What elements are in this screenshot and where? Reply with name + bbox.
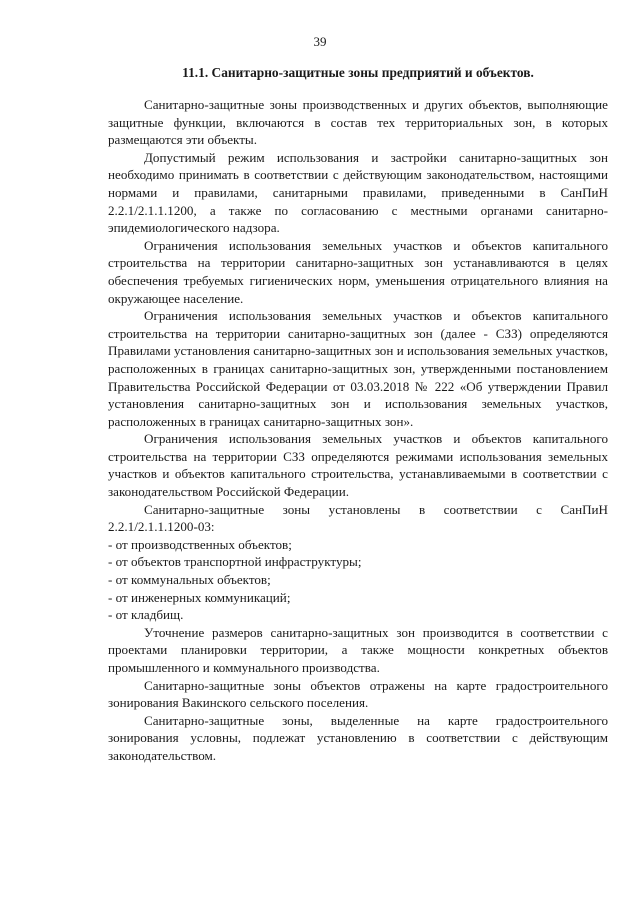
paragraph: Ограничения использования земельных участков и объектов капитального строительства на территории СЗЗ определяются режимами использования земельных участков и объектов капитального строительства, устанавливаемыми в соответствии с законодательством Российской Федерации. [108, 431, 608, 500]
list-item: - от инженерных коммуникаций; [108, 589, 291, 605]
paragraph: Ограничения использования земельных участков и объектов капитального строительства на территории санитарно-защитных зон устанавливаются в целях обеспечения требуемых гигиенических норм, уменьшения отрицательного влияния на окружающее население. [108, 237, 608, 306]
list-item: - от объектов транспортной инфраструктуры; [108, 554, 362, 570]
paragraph: Санитарно-защитные зоны установлены в соответствии с СанПиН 2.2.1/2.1.1.1200-03: [108, 501, 608, 535]
paragraph: Допустимый режим использования и застройки санитарно-защитных зон необходимо принимать в соответствии с действующим законодательством, настоящими нормами и правилами, санитарными правилами, приведенными в СанПиН 2.2.1/2.1.1.1200, а также по согласованию с местными органами санитарно-эпидемиологического надзора. [108, 149, 608, 236]
paragraph: Санитарно-защитные зоны, выделенные на карте градостроительного зонирования условны, подлежат установлению в соответствии с действующим законодательством. [108, 712, 608, 763]
paragraph: Санитарно-защитные зоны объектов отражены на карте градостроительного зонирования Вакинского сельского поселения. [108, 677, 608, 711]
document-body [108, 64, 608, 765]
paragraph: Уточнение размеров санитарно-защитных зон производится в соответствии с проектами планировки территории, а также мощности конкретных объектов промышленного и коммунального производства. [108, 624, 608, 675]
page-number: 39 [313, 34, 327, 49]
section-title: 11.1. Санитарно-защитные зоны предприятий и объектов. [182, 65, 534, 80]
zone-source-list [108, 536, 608, 624]
paragraph: Ограничения использования земельных участков и объектов капитального строительства на территории санитарно-защитных зон (далее - СЗЗ) определяются Правилами установления санитарно-защитных зон и использования земельных участков, расположенных в границах санитарно-защитных зон, утвержденными постановлением Правительства Российской Федерации от 03.03.2018 № 222 «Об утверждении Правил установления санитарно-защитных зон и использования земельных участков, расположенных в границах санитарно-защитных зон». [108, 308, 608, 429]
paragraph: Санитарно-защитные зоны производственных и других объектов, выполняющие защитные функции, включаются в состав тех территориальных зон, в которых размещаются эти объекты. [108, 97, 608, 148]
list-item: - от коммунальных объектов; [108, 572, 271, 588]
list-item: - от производственных объектов; [108, 536, 292, 552]
list-item: - от кладбищ. [108, 607, 184, 623]
